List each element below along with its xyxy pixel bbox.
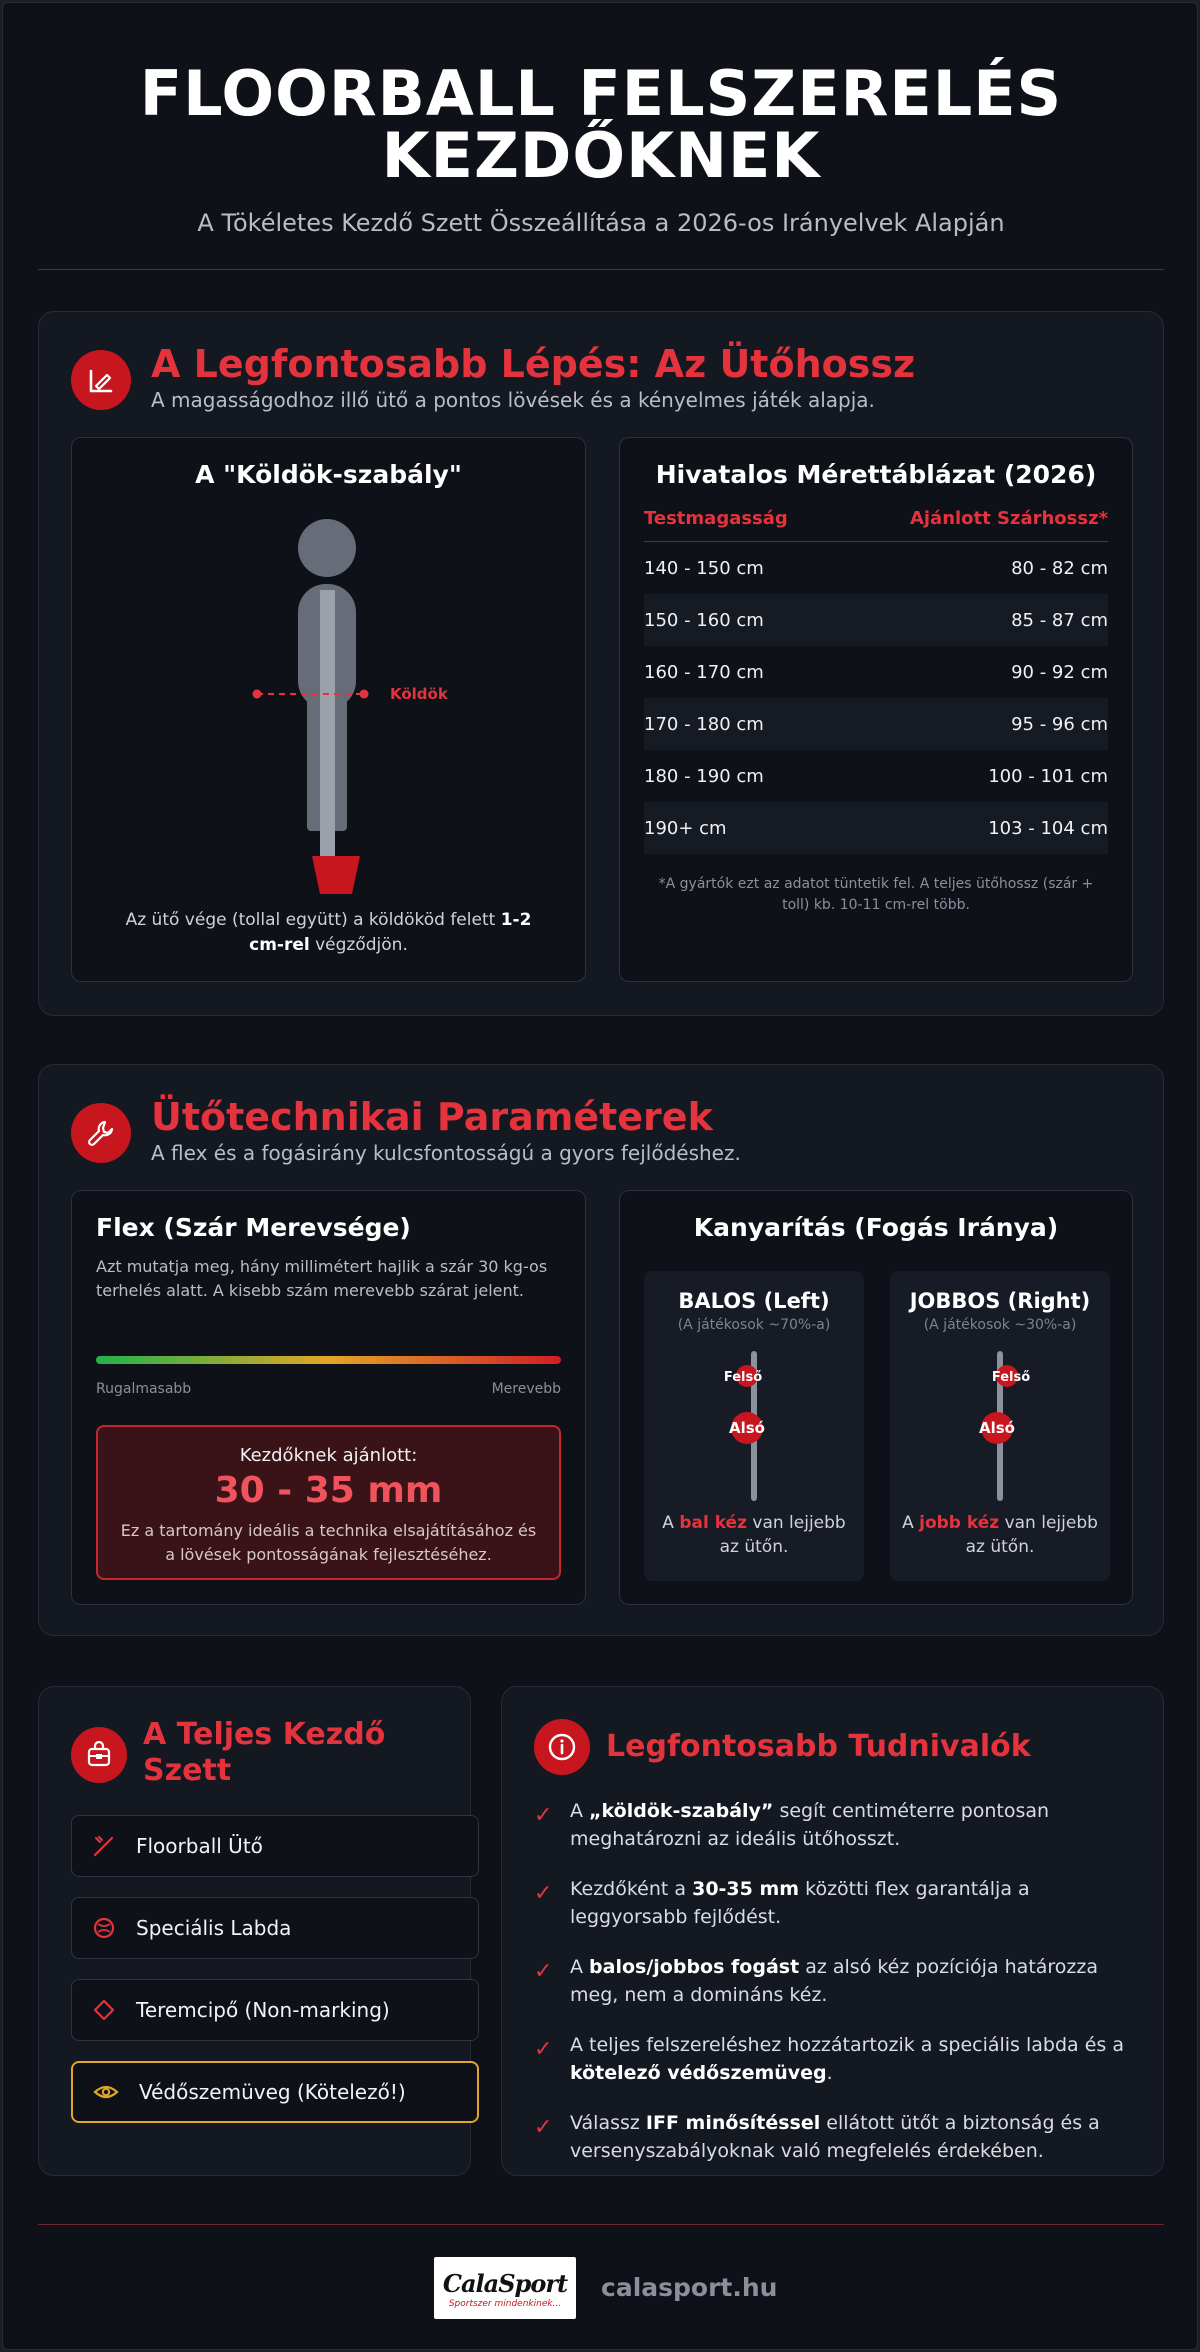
grip-card: [619, 1190, 1133, 1605]
page-title: [3, 57, 1199, 192]
size-table-card: [619, 437, 1133, 982]
kit-item-label: Védőszemüveg (Kötelező!): [139, 2080, 406, 2104]
table-row: 160 - 170 cm 90 - 92 cm: [644, 661, 1108, 683]
table-row: 150 - 160 cm 85 - 87 cm: [644, 594, 1108, 646]
kit-item-ball: [71, 1897, 479, 1959]
flex-rec-label: Kezdőknek ajánlott:: [239, 1445, 418, 1466]
grip-right-diagram: [950, 1346, 1050, 1506]
eye-icon: [93, 2080, 119, 2104]
navel-rule-desc: Az ütő vége (tollal együtt) a köldököd felett 1-2 cm-rel végződjön.: [125, 910, 532, 955]
navel-label: Köldök: [390, 685, 448, 703]
kit-item-goggles: [71, 2061, 479, 2123]
flex-gradient-bar: [96, 1356, 561, 1364]
flex-right-label: Merevebb: [491, 1381, 561, 1397]
svg-text:Alsó: Alsó: [979, 1419, 1015, 1437]
check-icon: ✓: [534, 1881, 553, 1906]
calasport-logo[interactable]: [434, 2257, 576, 2319]
table-row: 180 - 190 cm 100 - 101 cm: [644, 765, 1108, 787]
ruler-pencil-icon: [71, 350, 131, 410]
grip-title: Kanyarítás (Fogás Iránya): [693, 1213, 1059, 1242]
check-icon: ✓: [534, 1959, 553, 1984]
table-row: 140 - 150 cm 80 - 82 cm: [644, 557, 1108, 579]
section-technique: [38, 1064, 1164, 1636]
divider: [38, 2224, 1164, 2225]
flex-card: [71, 1190, 586, 1605]
flex-left-label: Rugalmasabb: [96, 1381, 192, 1397]
kit-item-label: Teremcipő (Non-marking): [136, 1998, 390, 2022]
grip-left-pct: (A játékosok ~70%-a): [677, 1317, 831, 1333]
flex-rec-value: 30 - 35 mm: [214, 1470, 443, 1511]
section-stick-length: [38, 311, 1164, 1016]
kit-card: [38, 1686, 471, 2176]
table-row: 190+ cm 103 - 104 cm: [644, 802, 1108, 854]
stick-icon: [92, 1834, 116, 1858]
grip-left-name: BALOS (Left): [678, 1289, 830, 1313]
page-subtitle: A Tökéletes Kezdő Szett Összeállítása a 2026-os Irányelvek Alapján: [197, 209, 1005, 237]
grip-left-diagram: [704, 1346, 804, 1506]
list-item: ✓ Válassz IFF minősítéssel ellátott ütőt a biztonság és a versenyszabályoknak való megfelelés érdekében.: [534, 2109, 1134, 2165]
logo-tagline: Sportszer mindenkinek...: [448, 2299, 562, 2309]
grip-left-card: [644, 1271, 864, 1581]
grip-right-pct: (A játékosok ~30%-a): [923, 1317, 1077, 1333]
grip-right-card: [890, 1271, 1110, 1581]
flex-desc: Azt mutatja meg, hány millimétert hajlik a szár 30 kg-os terhelés alatt. A kisebb szám merevebb szárat jelent.: [96, 1257, 548, 1300]
list-item: ✓ Kezdőként a 30-35 mm közötti flex garantálja a leggyorsabb fejlődést.: [534, 1875, 1134, 1931]
tips-list: [534, 1797, 1134, 2187]
check-icon: ✓: [534, 2115, 553, 2140]
svg-text:Felső: Felső: [991, 1370, 1031, 1385]
title-line-2: KEZDŐKNEK: [381, 119, 821, 192]
size-table-header: Testmagasság Ajánlott Szárhossz*: [644, 508, 1108, 542]
check-icon: ✓: [534, 1803, 553, 1828]
kit-title: A Teljes Kezdő Szett: [143, 1717, 386, 1788]
site-link[interactable]: calasport.hu: [601, 2273, 778, 2302]
section-subtitle: A flex és a fogásirány kulcsfontosságú a gyors fejlődéshez.: [151, 1141, 741, 1165]
shoe-icon: [92, 1998, 116, 2022]
grip-right-name: JOBBOS (Right): [909, 1289, 1091, 1313]
svg-text:Alsó: Alsó: [729, 1419, 765, 1437]
table-row: 170 - 180 cm 95 - 96 cm: [644, 698, 1108, 750]
list-item: ✓ A balos/jobbos fogást az alsó kéz pozíciója határozza meg, nem a domináns kéz.: [534, 1953, 1134, 2009]
divider: [38, 269, 1164, 270]
section-subtitle: A magasságodhoz illő ütő a pontos lövések és a kényelmes játék alapja.: [151, 388, 875, 412]
section-title: Ütőtechnikai Paraméterek: [151, 1095, 713, 1139]
title-line-1: FLOORBALL FELSZERELÉS: [139, 57, 1063, 130]
flex-rec-desc: Ez a tartomány ideális a technika elsajátításához és a lövések pontosságának fejlesztéséhez.: [120, 1521, 537, 1564]
section-title: A Legfontosabb Lépés: Az Ütőhossz: [151, 342, 916, 386]
info-icon: [534, 1719, 590, 1775]
kit-item-shoe: [71, 1979, 479, 2041]
flex-title: Flex (Szár Merevsége): [96, 1213, 411, 1242]
navel-rule-card: [71, 437, 586, 982]
list-item: ✓ A „köldök-szabály” segít centiméterre pontosan meghatározni az ideális ütőhosszt.: [534, 1797, 1134, 1853]
grip-left-desc: A bal kéz van lejjebb az ütőn.: [662, 1513, 846, 1557]
navel-rule-title: A "Köldök-szabály": [195, 460, 462, 489]
size-table-footnote: *A gyártók ezt az adatot tüntetik fel. A teljes ütőhossz (szár + toll) kb. 10-11 cm-rel több.: [658, 876, 1094, 913]
tips-title: Legfontosabb Tudnivalók: [606, 1729, 1031, 1764]
infographic-page: [2, 2, 1198, 2350]
tips-card: [501, 1686, 1164, 2176]
size-table-title: Hivatalos Mérettáblázat (2026): [655, 460, 1097, 489]
logo-text: CalaSport: [442, 2269, 568, 2298]
wrench-icon: [71, 1103, 131, 1163]
check-icon: ✓: [534, 2037, 553, 2062]
kit-item-stick: [71, 1815, 479, 1877]
header: [3, 57, 1199, 237]
grip-right-desc: A jobb kéz van lejjebb az ütőn.: [902, 1513, 1098, 1557]
kit-item-label: Speciális Labda: [136, 1916, 292, 1940]
size-table: [644, 508, 1108, 854]
bag-icon: [71, 1727, 127, 1783]
flex-recommendation: [96, 1425, 561, 1580]
kit-item-label: Floorball Ütő: [136, 1834, 263, 1858]
body-stick-figure: [252, 518, 482, 898]
ball-icon: [92, 1916, 116, 1940]
svg-text:Felső: Felső: [723, 1370, 763, 1385]
list-item: ✓ A teljes felszereléshez hozzátartozik a speciális labda és a kötelező védőszemüveg.: [534, 2031, 1134, 2087]
